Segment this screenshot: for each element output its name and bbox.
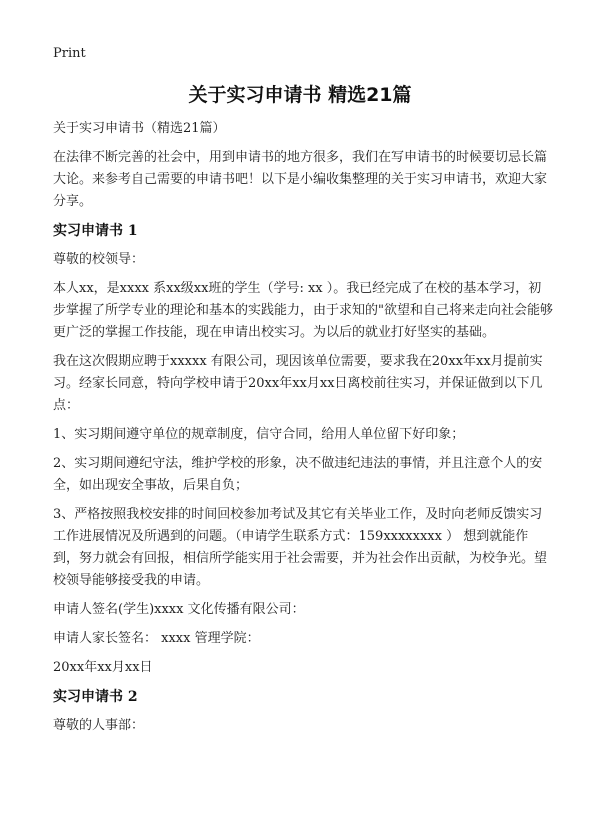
list-item-3: 3、严格按照我校安排的时间回校参加考试及其它有关毕业工作，及时向老师反馈实习工作进展情况及所遇到的问题。（申请学生联系方式：159xxxxxxxx ） 想到就能作到，努力就会有回报，相信所学能实用于社会需要，并为社会作出贡献，为校争光。望校领导能够接受我的申请。 bbox=[53, 507, 548, 588]
print-label: Print bbox=[53, 46, 86, 61]
salutation-2: 尊敬的人事部： bbox=[53, 718, 145, 733]
parent-signature-line: 申请人家长签名： xxxx 管理学院： bbox=[53, 631, 260, 646]
page-title: 关于实习申请书 精选21篇 bbox=[188, 84, 412, 106]
intro-paragraph: 在法律不断完善的社会中，用到申请书的地方很多，我们在写申请书的时候要切忌长篇大论。来参考自己需要的申请书吧！以下是小编收集整理的关于实习申请书，欢迎大家分享。 bbox=[53, 150, 548, 209]
document-body bbox=[53, 118, 553, 737]
list-item-1: 1、实习期间遵守单位的规章制度，信守合同，给用人单位留下好印象； bbox=[53, 427, 465, 442]
section-heading-1: 实习申请书 1 bbox=[53, 223, 138, 239]
paragraph-self-intro: 本人xx，是xxxx 系xx级xx班的学生（学号: xx ）。我已经完成了在校的基本学习，初步掌握了所学专业的理论和基本的实践能力，由于求知的"欲望和自己将来走向社会能够更广泛的掌握工作技能，现在申请出校实习。为以后的就业打好坚实的基础。 bbox=[53, 281, 553, 340]
paragraph-internship-request: 我在这次假期应聘于xxxxx 有限公司，现因该单位需要，要求我在20xx年xx月提前实习。经家长同意，特向学校申请于20xx年xx月xx日离校前往实习，并保证做到以下几点： bbox=[53, 354, 543, 413]
list-item-2: 2、实习期间遵纪守法，维护学校的形象，决不做违纪违法的事情，并且注意个人的安全，如出现安全事故，后果自负； bbox=[53, 456, 543, 493]
date-line: 20xx年xx月xx日 bbox=[53, 660, 153, 675]
section-heading-2: 实习申请书 2 bbox=[53, 689, 138, 705]
subtitle: 关于实习申请书（精选21篇） bbox=[53, 121, 226, 136]
salutation-1: 尊敬的校领导： bbox=[53, 252, 145, 267]
student-signature-line: 申请人签名(学生)xxxx 文化传播有限公司： bbox=[53, 602, 305, 617]
